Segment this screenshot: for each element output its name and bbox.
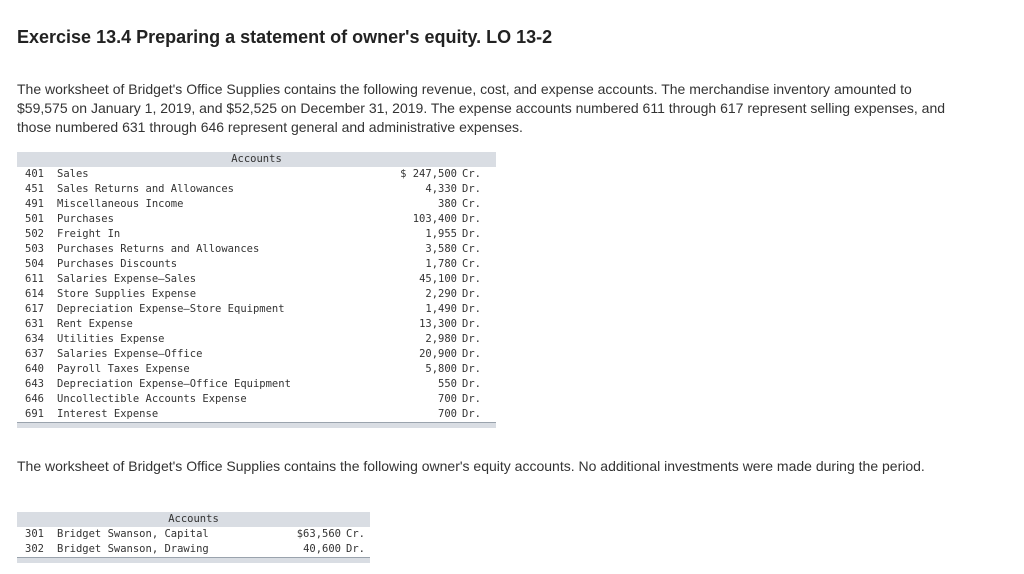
table-row	[17, 182, 496, 197]
account-amount: 13,300	[419, 318, 457, 330]
account-amount: 2,290	[425, 288, 457, 300]
table-header-row	[17, 152, 496, 167]
account-number: 634	[25, 333, 44, 345]
table-row	[17, 287, 496, 302]
account-name: Purchases	[57, 213, 114, 225]
table-row	[17, 317, 496, 332]
debit-credit-indicator: Dr.	[462, 318, 481, 330]
table-row	[17, 362, 496, 377]
debit-credit-indicator: Dr.	[462, 408, 481, 420]
table-row	[17, 527, 370, 542]
debit-credit-indicator: Cr.	[462, 168, 481, 180]
account-name: Salaries Expense—Sales	[57, 273, 197, 285]
table-body	[17, 167, 496, 423]
debit-credit-indicator: Cr.	[462, 258, 481, 270]
debit-credit-indicator: Dr.	[346, 543, 365, 555]
account-number: 646	[25, 393, 44, 405]
account-number: 503	[25, 243, 44, 255]
equity-paragraph: The worksheet of Bridget's Office Supplies contains the following owner's equity accounts. No additional investments were made during the period.	[17, 458, 925, 474]
account-name: Depreciation Expense—Office Equipment	[57, 378, 291, 390]
table-row	[17, 392, 496, 407]
debit-credit-indicator: Dr.	[462, 333, 481, 345]
accounts-header: Accounts	[17, 512, 370, 527]
debit-credit-indicator: Dr.	[462, 363, 481, 375]
table-row	[17, 272, 496, 287]
account-amount: 550	[438, 378, 457, 390]
revenue-expense-accounts-table	[17, 152, 496, 428]
table-row	[17, 302, 496, 317]
account-amount: 2,980	[425, 333, 457, 345]
account-amount: 5,800	[425, 363, 457, 375]
account-number: 502	[25, 228, 44, 240]
account-amount: 3,580	[425, 243, 457, 255]
account-number: 504	[25, 258, 44, 270]
debit-credit-indicator: Dr.	[462, 288, 481, 300]
account-amount: 45,100	[419, 273, 457, 285]
account-number: 302	[25, 543, 44, 555]
account-name: Store Supplies Expense	[57, 288, 197, 300]
table-row	[17, 242, 496, 257]
debit-credit-indicator: Dr.	[462, 228, 481, 240]
debit-credit-indicator: Dr.	[462, 393, 481, 405]
table-footer	[17, 558, 370, 564]
account-name: Rent Expense	[57, 318, 133, 330]
account-number: 401	[25, 168, 44, 180]
table-body	[17, 527, 370, 558]
account-name: Bridget Swanson, Drawing	[57, 543, 209, 555]
account-amount: 103,400	[412, 213, 457, 225]
account-amount: 380	[438, 198, 457, 210]
debit-credit-indicator: Dr.	[462, 213, 481, 225]
account-name: Uncollectible Accounts Expense	[57, 393, 247, 405]
account-amount: 4,330	[425, 183, 457, 195]
account-number: 501	[25, 213, 44, 225]
debit-credit-indicator: Dr.	[462, 303, 481, 315]
table-row	[17, 347, 496, 362]
table-footer	[17, 423, 496, 429]
owners-equity-accounts-table	[17, 512, 370, 563]
account-amount: 1,780	[425, 258, 457, 270]
account-amount: 700	[438, 408, 457, 420]
account-amount: 1,490	[425, 303, 457, 315]
debit-credit-indicator: Cr.	[462, 198, 481, 210]
account-name: Utilities Expense	[57, 333, 165, 345]
table-row	[17, 167, 496, 182]
account-amount: 20,900	[419, 348, 457, 360]
debit-credit-indicator: Dr.	[462, 273, 481, 285]
account-name: Purchases Discounts	[57, 258, 178, 270]
account-amount: 700	[438, 393, 457, 405]
table-row	[17, 407, 496, 423]
account-name: Interest Expense	[57, 408, 159, 420]
debit-credit-indicator: Cr.	[346, 528, 365, 540]
table-row	[17, 212, 496, 227]
account-number: 451	[25, 183, 44, 195]
table-row	[17, 542, 370, 558]
account-amount: 1,955	[425, 228, 457, 240]
account-name: Miscellaneous Income	[57, 198, 184, 210]
debit-credit-indicator: Dr.	[462, 378, 481, 390]
account-number: 640	[25, 363, 44, 375]
table-header-row	[17, 512, 370, 527]
debit-credit-indicator: Cr.	[462, 243, 481, 255]
account-name: Bridget Swanson, Capital	[57, 528, 209, 540]
account-number: 637	[25, 348, 44, 360]
account-number: 643	[25, 378, 44, 390]
account-number: 617	[25, 303, 44, 315]
account-number: 301	[25, 528, 44, 540]
account-number: 611	[25, 273, 44, 285]
account-name: Sales Returns and Allowances	[57, 183, 235, 195]
account-name: Sales	[57, 168, 89, 180]
debit-credit-indicator: Dr.	[462, 183, 481, 195]
account-name: Salaries Expense—Office	[57, 348, 203, 360]
account-name: Depreciation Expense—Store Equipment	[57, 303, 285, 315]
account-name: Freight In	[57, 228, 121, 240]
account-name: Purchases Returns and Allowances	[57, 243, 260, 255]
table-row	[17, 377, 496, 392]
account-amount: $ 247,500	[400, 168, 457, 180]
account-number: 491	[25, 198, 44, 210]
debit-credit-indicator: Dr.	[462, 348, 481, 360]
account-amount: 40,600	[303, 543, 341, 555]
account-name: Payroll Taxes Expense	[57, 363, 190, 375]
account-amount: $63,560	[296, 528, 341, 540]
table-row	[17, 197, 496, 212]
account-number: 614	[25, 288, 44, 300]
table-row	[17, 257, 496, 272]
table-row	[17, 332, 496, 347]
account-number: 691	[25, 408, 44, 420]
intro-paragraph: The worksheet of Bridget's Office Supplies contains the following revenue, cost, and expense accounts. The merchandise inventory amounted to $59,575 on January 1, 2019, and $52,525 on December 31, 2019. The expense accounts numbered 611 through 617 represent selling expenses, and those numbered 631 through 646 represent general and administrative expenses.	[17, 81, 946, 135]
account-number: 631	[25, 318, 44, 330]
exercise-title: Exercise 13.4 Preparing a statement of owner's equity. LO 13-2	[17, 27, 553, 47]
table-row	[17, 227, 496, 242]
accounts-header: Accounts	[17, 152, 496, 167]
